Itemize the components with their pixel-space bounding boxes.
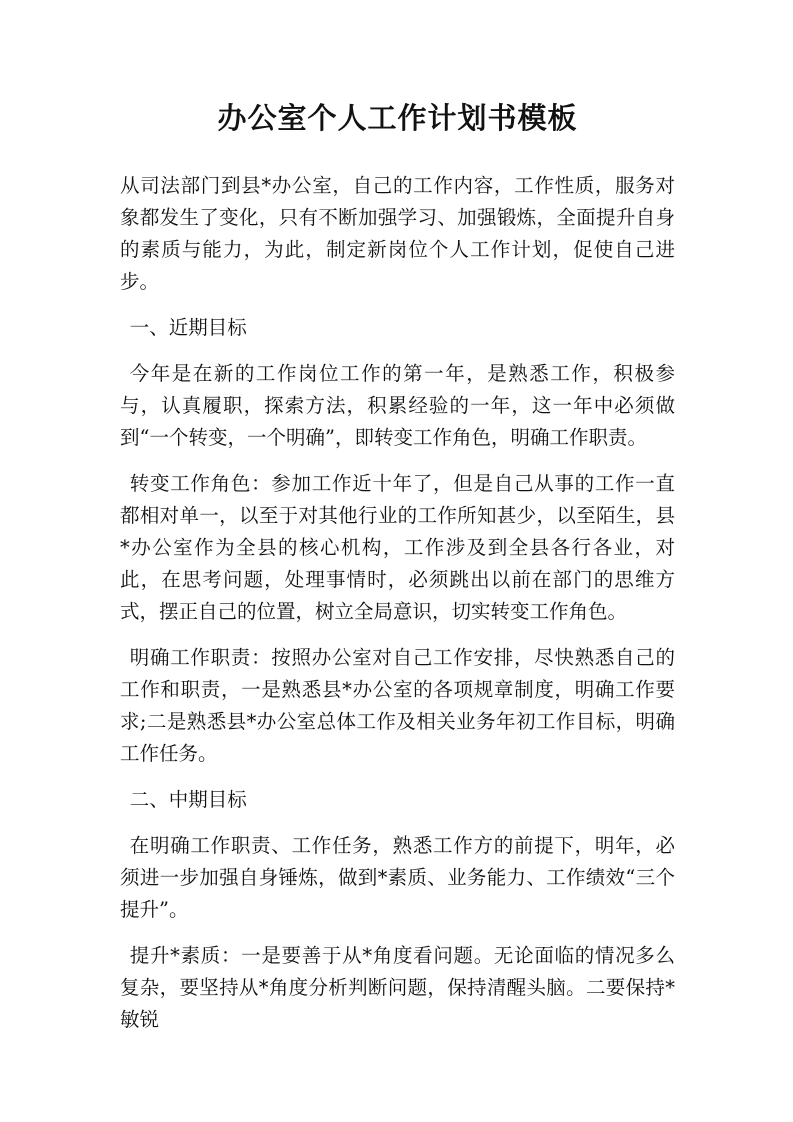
paragraph-first-year: 今年是在新的工作岗位工作的第一年，是熟悉工作，积极参与，认真履职，探索方法，积累经验的一年，这一年中必须做到“一个转变，一个明确”，即转变工作角色，明确工作职责。 <box>120 362 675 449</box>
paragraph-clarify-duties: 明确工作职责：按照办公室对自己工作安排，尽快熟悉自己的工作和职责，一是熟悉县*办公室的各项规章制度，明确工作要求;二是熟悉县*办公室总体工作及相关业务年初工作目标，明确工作任务。 <box>120 646 675 765</box>
section-heading-short-term: 一、近期目标 <box>129 316 247 339</box>
section-heading-mid-term: 二、中期目标 <box>129 788 247 811</box>
paragraph-improve-quality: 提升*素质：一是要善于从*角度看问题。无论面临的情况多么复杂，要坚持从*角度分析判断问题，保持清醒头脑。二要保持*敏锐 <box>120 944 675 1031</box>
intro-paragraph: 从司法部门到县*办公室，自己的工作内容，工作性质，服务对象都发生了变化，只有不断加强学习、加强锻炼，全面提升自身的素质与能力，为此，制定新岗位个人工作计划，促使自己进步。 <box>120 174 675 293</box>
paragraph-role-change: 转变工作角色：参加工作近十年了，但是自己从事的工作一直都相对单一，以至于对其他行业的工作所知甚少，以至陌生，县*办公室作为全县的核心机构，工作涉及到全县各行各业，对此，在思考问题，处理事情时，必须跳出以前在部门的思维方式，摆正自己的位置，树立全局意识，切实转变工作角色。 <box>120 472 675 623</box>
paragraph-three-improvements: 在明确工作职责、工作任务，熟悉工作方的前提下，明年，必须进一步加强自身锤炼，做到*素质、业务能力、工作绩效“三个提升”。 <box>120 834 675 921</box>
document-title: 办公室个人工作计划书模板 <box>217 101 578 135</box>
